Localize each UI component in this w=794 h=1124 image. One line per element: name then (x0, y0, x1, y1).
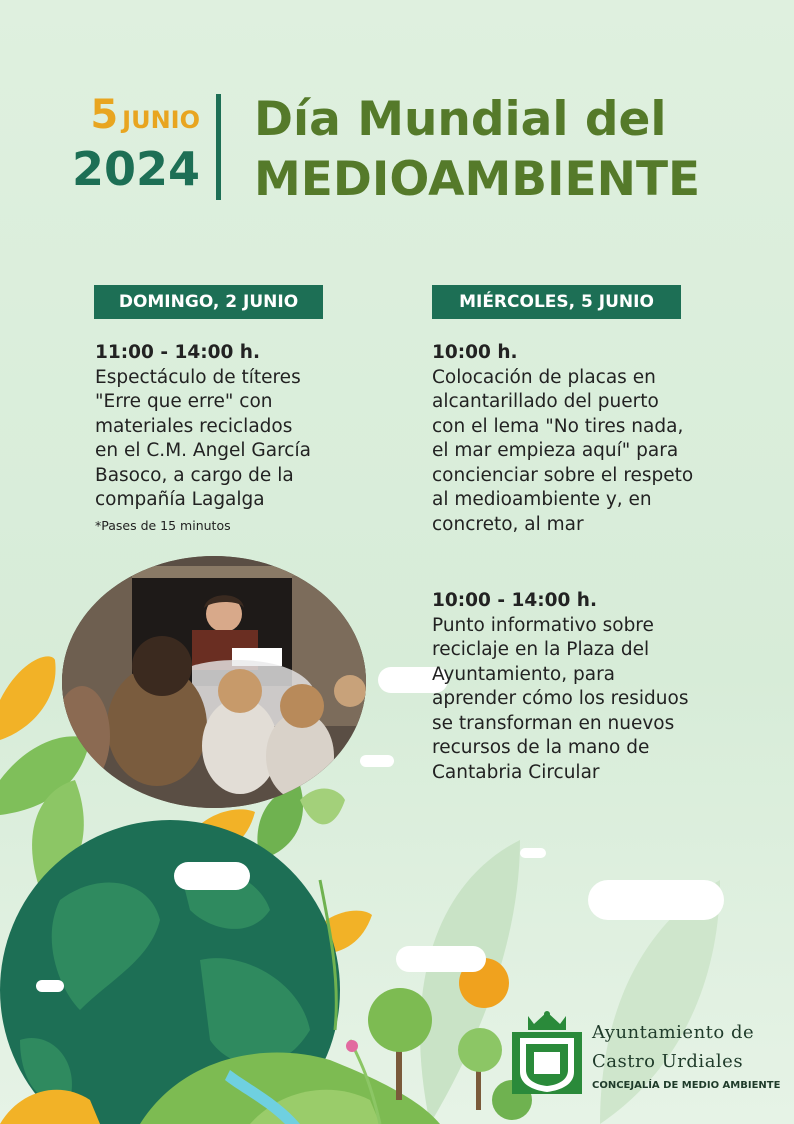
cloud-decoration (520, 848, 546, 858)
photo-illustration (62, 556, 366, 808)
event-line: recursos de la mano de (432, 737, 650, 758)
day-badge-wednesday: MIÉRCOLES, 5 JUNIO (432, 285, 681, 319)
event-line: el mar empieza aquí" para (432, 440, 679, 461)
event-line: Punto informativo sobre (432, 614, 654, 636)
event-line: "Erre que erre" con (95, 391, 273, 412)
event-line: se transforman en nuevos (432, 712, 675, 734)
event-line: materiales reciclados (95, 415, 293, 437)
puppet-show-photo (62, 556, 366, 808)
event-line: Colocación de placas en (432, 366, 656, 388)
event-line: concreto, al mar (432, 513, 584, 535)
date-month: JUNIO (122, 106, 200, 134)
event-time: 10:00 h. (432, 342, 518, 363)
event-line: en el C.M. Angel García (95, 440, 311, 461)
event-line: aprender cómo los residuos (432, 688, 689, 709)
event-line: concienciar sobre el respeto (432, 464, 694, 486)
event-line: al medioambiente y, en (432, 489, 652, 510)
event-time: 10:00 - 14:00 h. (432, 590, 597, 611)
day-badge-sunday: DOMINGO, 2 JUNIO (94, 285, 323, 319)
event-line: Espectáculo de títeres (95, 366, 301, 388)
title-line-1: Día Mundial del (254, 92, 667, 147)
event-line: compañía Lagalga (95, 489, 265, 510)
cloud-decoration (360, 755, 394, 767)
event-date (60, 92, 200, 194)
title-line-2: MEDIOAMBIENTE (254, 152, 701, 207)
organizer-department: CONCEJALÍA DE MEDIO AMBIENTE (592, 1080, 781, 1091)
organizer-name-line1: Ayuntamiento de (592, 1022, 755, 1043)
event-line: Cantabria Circular (432, 761, 600, 783)
cloud-decoration (36, 980, 64, 992)
cloud-decoration (588, 880, 724, 920)
page-title (254, 90, 774, 210)
header-divider (216, 94, 221, 200)
organizer-name-line2: Castro Urdiales (592, 1051, 744, 1072)
event-puppet-show (95, 341, 365, 513)
cloud-decoration (174, 862, 250, 890)
event-drain-plaques (432, 341, 752, 537)
event-note: *Pases de 15 minutos (95, 518, 231, 533)
date-day-month (60, 92, 200, 138)
event-line: alcantarillado del puerto (432, 391, 659, 412)
event-line: con el lema "No tires nada, (432, 415, 684, 437)
event-recycling-info-point (432, 589, 752, 785)
coat-of-arms-logo (512, 1010, 582, 1096)
cloud-decoration (396, 946, 486, 972)
event-line: reciclaje en la Plaza del (432, 639, 650, 660)
event-time: 11:00 - 14:00 h. (95, 342, 260, 363)
event-line: Ayuntamiento, para (432, 663, 616, 685)
date-year: 2024 (71, 142, 200, 196)
event-line: Basoco, a cargo de la (95, 464, 294, 486)
date-day: 5 (90, 92, 119, 138)
